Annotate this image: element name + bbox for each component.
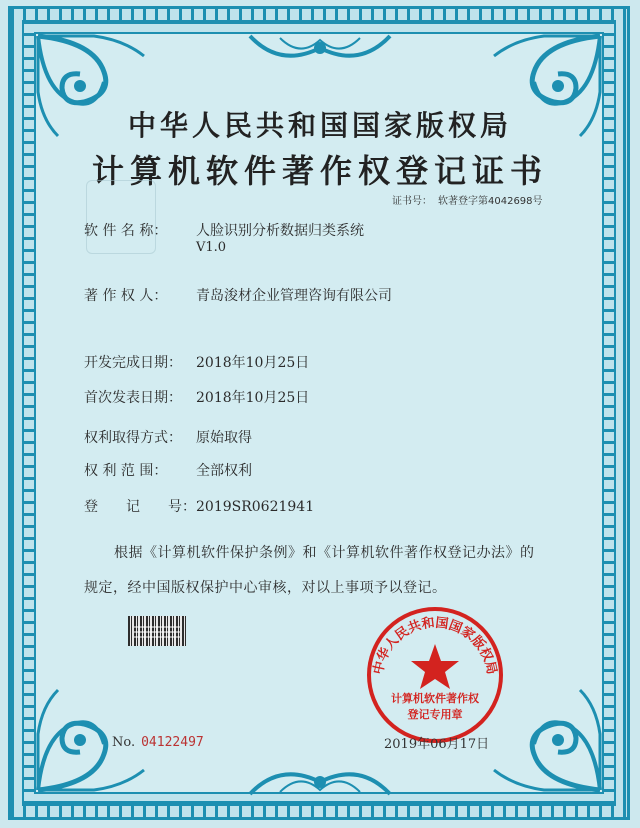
owner-label: 著 作 权 人： bbox=[84, 288, 168, 304]
owner-value: 青岛浚材企业管理咨询有限公司 bbox=[196, 288, 392, 304]
body-paragraph-1: 根据《计算机软件保护条例》和《计算机软件著作权登记办法》的 bbox=[114, 545, 535, 561]
serial-number bbox=[112, 735, 204, 750]
dev-date-row bbox=[84, 352, 309, 372]
top-crest-ornament bbox=[240, 28, 400, 82]
serial-label: No. bbox=[112, 735, 136, 750]
serial-value: 04122497 bbox=[141, 735, 204, 750]
dev-date-label: 开发完成日期： bbox=[84, 355, 182, 371]
scope-row bbox=[84, 460, 252, 480]
pub-date-value: 2018年10月25日 bbox=[196, 390, 310, 406]
watermark-emblem bbox=[86, 180, 156, 254]
issuing-authority: 中华人民共和国国家版权局 bbox=[127, 109, 512, 142]
scope-label: 权 利 范 围： bbox=[84, 463, 168, 479]
pub-date-row bbox=[84, 387, 309, 407]
certificate-title: 计算机软件著作权登记证书 bbox=[91, 152, 548, 190]
bottom-crest-ornament bbox=[240, 748, 400, 802]
dev-date-value: 2018年10月25日 bbox=[196, 355, 310, 371]
software-name-value: 人脸识别分析数据归类系统 bbox=[196, 223, 364, 239]
official-seal bbox=[364, 604, 506, 746]
scope-value: 全部权利 bbox=[196, 463, 252, 479]
registration-row bbox=[84, 496, 314, 516]
seal-text-line-2: 登记专用章 bbox=[407, 708, 463, 721]
certificate-number bbox=[392, 192, 543, 207]
seal-ring-text: 中华人民共和国国家版权局 bbox=[371, 615, 499, 676]
software-name-label: 软 件 名 称： bbox=[84, 223, 168, 239]
certificate-number-value: 软著登字第4042698号 bbox=[438, 196, 543, 207]
registration-value: 2019SR0621941 bbox=[196, 499, 315, 515]
registration-label: 登 记 号： bbox=[84, 499, 196, 515]
software-name-row bbox=[84, 220, 364, 240]
acquire-label: 权利取得方式： bbox=[84, 430, 182, 446]
issue-date: 2019年06月17日 bbox=[384, 737, 490, 752]
barcode bbox=[128, 616, 186, 646]
acquire-value: 原始取得 bbox=[196, 430, 252, 446]
software-version: V1.0 bbox=[196, 240, 227, 255]
certificate-number-label: 证书号： bbox=[392, 196, 432, 207]
body-paragraph-2: 规定，经中国版权保护中心审核，对以上事项予以登记。 bbox=[84, 580, 447, 596]
owner-row bbox=[84, 285, 392, 305]
seal-text-line-1: 计算机软件著作权 bbox=[391, 692, 479, 705]
pub-date-label: 首次发表日期： bbox=[84, 390, 182, 406]
acquire-row bbox=[84, 427, 252, 447]
seal-star-icon bbox=[411, 644, 459, 689]
